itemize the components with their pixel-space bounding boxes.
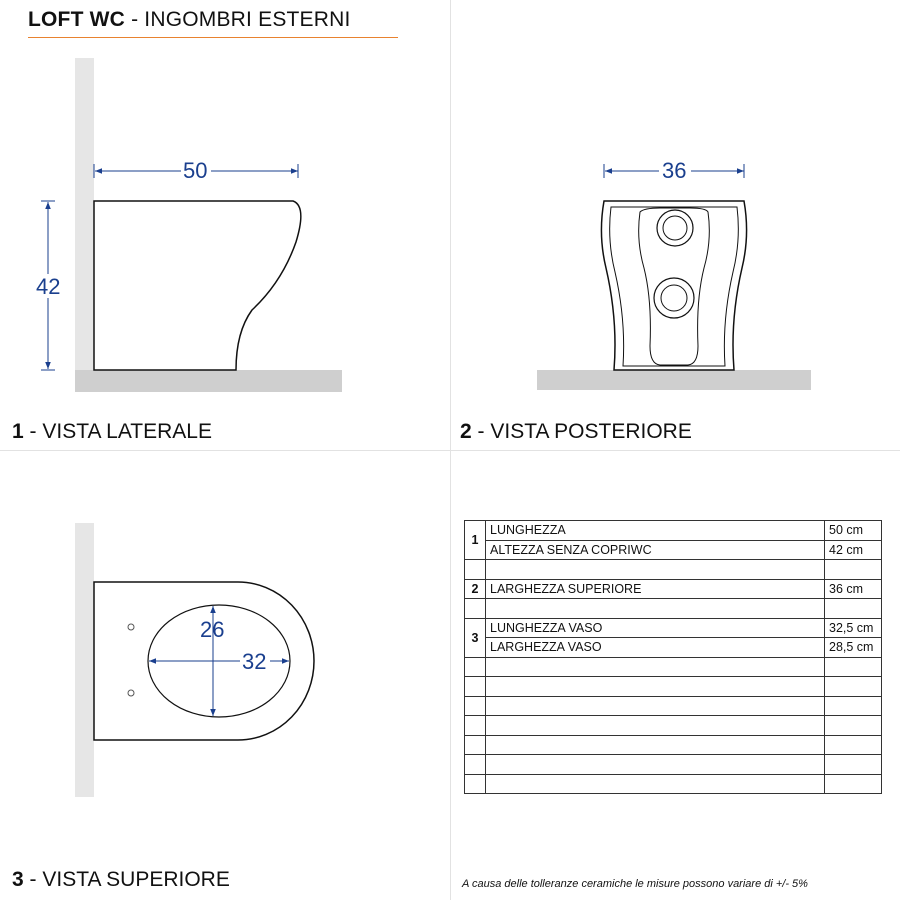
- row-value: 32,5 cm: [825, 618, 882, 638]
- row-value: [825, 657, 882, 677]
- table-row: [465, 638, 882, 658]
- caption-rear-number: 2: [460, 420, 472, 443]
- seat-fixing-hole-bottom: [128, 690, 134, 696]
- seat-fixing-hole-top: [128, 624, 134, 630]
- table-row: [465, 540, 882, 560]
- group-number: [465, 755, 486, 775]
- group-number: 1: [465, 521, 486, 560]
- rear-floor: [537, 370, 811, 390]
- row-value: [825, 735, 882, 755]
- row-value: 36 cm: [825, 579, 882, 599]
- table-row: [465, 735, 882, 755]
- group-number: 2: [465, 579, 486, 599]
- table-row: [465, 560, 882, 580]
- page-subtitle: - INGOMBRI ESTERNI: [125, 8, 351, 31]
- table-row: [465, 657, 882, 677]
- table-row: [465, 774, 882, 794]
- row-label: LARGHEZZA VASO: [486, 638, 825, 658]
- table-row: [465, 755, 882, 775]
- row-value: 42 cm: [825, 540, 882, 560]
- table-row: [465, 579, 882, 599]
- table-row: [465, 599, 882, 619]
- group-number: [465, 677, 486, 697]
- group-number: [465, 716, 486, 736]
- row-label: [486, 657, 825, 677]
- row-label: [486, 696, 825, 716]
- table-row: [465, 716, 882, 736]
- product-name: LOFT WC: [28, 8, 126, 31]
- row-value: [825, 696, 882, 716]
- row-value: 50 cm: [825, 521, 882, 541]
- table-row: [465, 618, 882, 638]
- row-value: [825, 716, 882, 736]
- rear-water-inlet: [657, 210, 693, 246]
- row-label: LUNGHEZZA: [486, 521, 825, 541]
- group-number: [465, 735, 486, 755]
- caption-side-view: [12, 420, 212, 444]
- table-row: [465, 677, 882, 697]
- top-view-drawing: [75, 523, 314, 797]
- group-number: [465, 599, 486, 619]
- row-value: [825, 599, 882, 619]
- rear-view-drawing: [537, 160, 811, 390]
- group-number: [465, 696, 486, 716]
- row-value: [825, 774, 882, 794]
- caption-top-text: - VISTA SUPERIORE: [23, 868, 230, 891]
- row-value: 28,5 cm: [825, 638, 882, 658]
- row-value: [825, 560, 882, 580]
- row-label: [486, 599, 825, 619]
- row-label: [486, 774, 825, 794]
- row-label: [486, 716, 825, 736]
- side-view-drawing: [33, 58, 342, 392]
- caption-side-number: 1: [12, 420, 24, 443]
- top-wall: [75, 523, 94, 797]
- side-height-label: 42: [36, 274, 61, 299]
- rear-width-label: 36: [662, 158, 687, 183]
- top-depth-label: 26: [200, 617, 225, 642]
- table-row: [465, 521, 882, 541]
- row-label: ALTEZZA SENZA COPRIWC: [486, 540, 825, 560]
- table-row: [465, 696, 882, 716]
- caption-top-number: 3: [12, 868, 24, 891]
- caption-rear-view: [460, 420, 692, 444]
- row-value: [825, 677, 882, 697]
- group-number: [465, 657, 486, 677]
- row-value: [825, 755, 882, 775]
- row-label: [486, 677, 825, 697]
- caption-rear-text: - VISTA POSTERIORE: [471, 420, 692, 443]
- side-wall: [75, 58, 94, 370]
- caption-top-view: [12, 868, 230, 892]
- group-number: 3: [465, 618, 486, 657]
- tolerance-footnote: A causa delle tolleranze ceramiche le misure possono variare di +/- 5%: [462, 878, 808, 890]
- top-width-label: 32: [242, 649, 267, 674]
- dimensions-table: [464, 520, 882, 794]
- row-label: [486, 560, 825, 580]
- caption-side-text: - VISTA LATERALE: [23, 420, 212, 443]
- rear-drain-outlet: [654, 278, 694, 318]
- row-label: LUNGHEZZA VASO: [486, 618, 825, 638]
- row-label: LARGHEZZA SUPERIORE: [486, 579, 825, 599]
- row-label: [486, 735, 825, 755]
- group-number: [465, 774, 486, 794]
- side-bowl-profile: [94, 201, 301, 370]
- side-floor: [75, 370, 342, 392]
- side-width-label: 50: [183, 158, 208, 183]
- group-number: [465, 560, 486, 580]
- row-label: [486, 755, 825, 775]
